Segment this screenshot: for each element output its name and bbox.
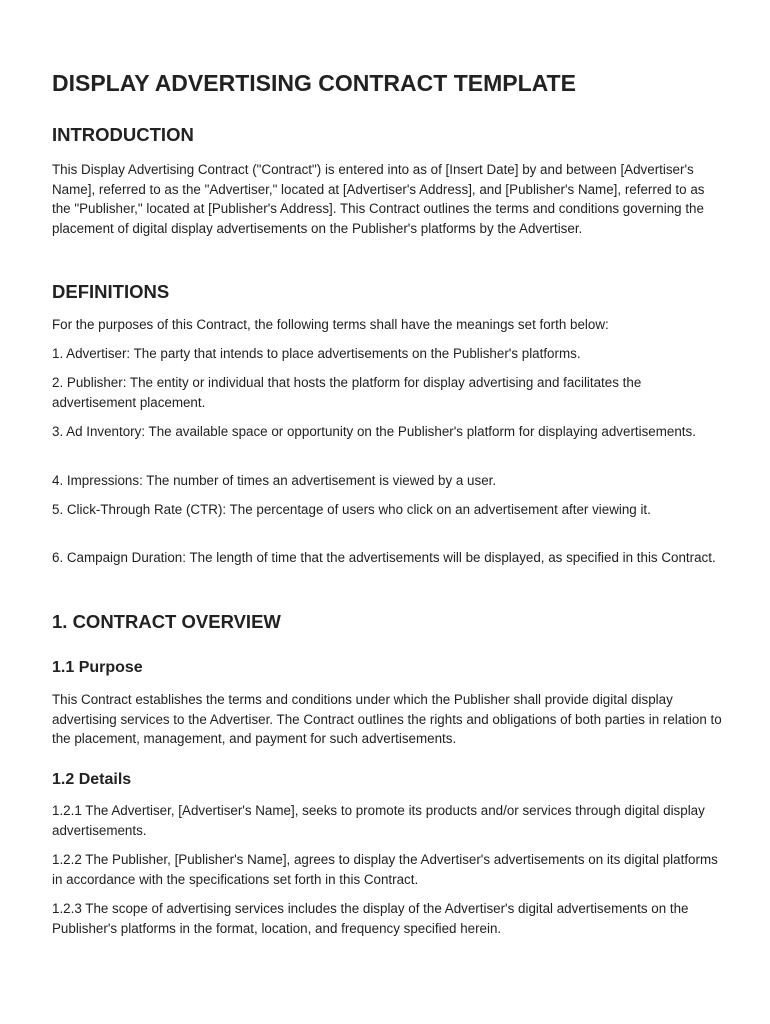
definition-item: 1. Advertiser: The party that intends to place advertisements on the Publisher's platforms. [52, 346, 581, 361]
details-item: 1.2.2 The Publisher, [Publisher's Name], agrees to display the Advertiser's advertisements on its digital platforms in accordance with the specifications set forth in this Contract. [52, 852, 718, 887]
definition-item: 6. Campaign Duration: The length of time that the advertisements will be displayed, as specified in this Contract. [52, 550, 716, 565]
introduction-heading: INTRODUCTION [52, 124, 194, 145]
document-title: DISPLAY ADVERTISING CONTRACT TEMPLATE [52, 70, 576, 96]
purpose-heading: 1.1 Purpose [52, 659, 143, 676]
definitions-intro: For the purposes of this Contract, the following terms shall have the meanings set forth below: [52, 317, 609, 332]
details-item: 1.2.1 The Advertiser, [Advertiser's Name], seeks to promote its products and/or services through digital display advertisements. [52, 803, 705, 838]
details-heading: 1.2 Details [52, 771, 132, 788]
definition-item: 5. Click-Through Rate (CTR): The percentage of users who click on an advertisement after viewing it. [52, 502, 651, 517]
purpose-paragraph: This Contract establishes the terms and conditions under which the Publisher shall provide digital display advertising services to the Advertiser. The Contract outlines the rights and obligations of both parties in relation to the placement, management, and payment for such advertisements. [52, 692, 722, 747]
introduction-paragraph: This Display Advertising Contract ("Contract") is entered into as of [Insert Date] by and between [Advertiser's Name], referred to as the "Advertiser," located at [Advertiser's Address], and [Publisher's Name], referred to as the "Publisher," located at [Publisher's Address]. This Contract outlines the terms and conditions governing the placement of digital display advertisements on the Publisher's platforms by the Advertiser. [52, 162, 705, 236]
definitions-heading: DEFINITIONS [52, 281, 170, 302]
definition-item: 3. Ad Inventory: The available space or opportunity on the Publisher's platform for displaying advertisements. [52, 424, 696, 439]
details-item: 1.2.3 The scope of advertising services includes the display of the Advertiser's digital advertisements on the Publisher's platforms in the format, location, and frequency specified herein. [52, 901, 689, 936]
definition-item: 4. Impressions: The number of times an advertisement is viewed by a user. [52, 473, 497, 488]
definition-item: 2. Publisher: The entity or individual that hosts the platform for display advertising and facilitates the advertisement placement. [52, 375, 642, 410]
contract-overview-heading: 1. CONTRACT OVERVIEW [52, 611, 281, 632]
